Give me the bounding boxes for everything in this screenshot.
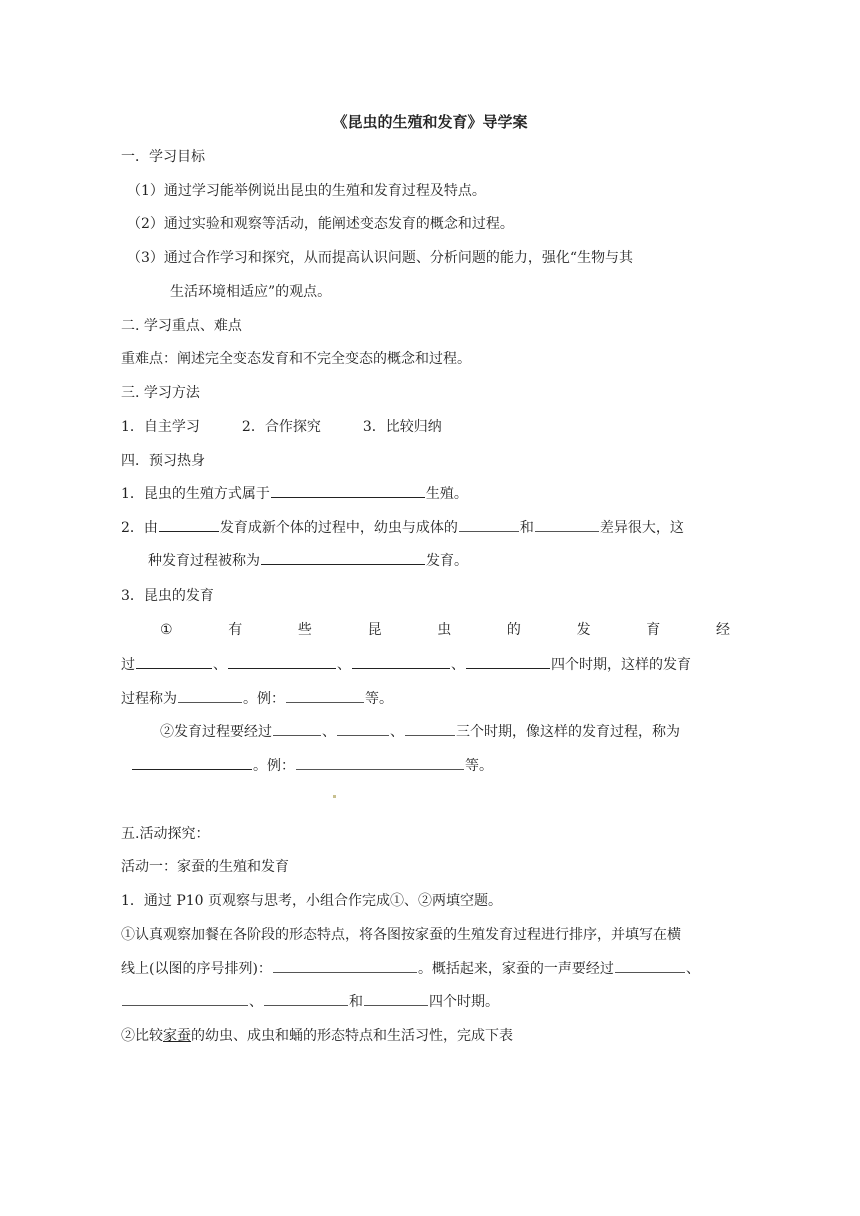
blank[interactable] bbox=[132, 768, 252, 770]
question-3: 3．昆虫的发育 bbox=[121, 588, 214, 604]
question-2: 2．由 发育成新个体的过程中，幼虫与成体的 和 差异很大，这 bbox=[121, 520, 684, 536]
section-5-heading: 五.活动探究： bbox=[121, 826, 210, 842]
blank[interactable] bbox=[615, 971, 685, 973]
blank[interactable] bbox=[228, 667, 336, 669]
activity-task-1: ①认真观察加餐在各阶段的形态特点，将各图按家蚕的生殖发育过程进行排序，并填写在横 bbox=[121, 927, 681, 943]
activity-task-1-stages: 、 和 四个时期。 bbox=[121, 992, 499, 1012]
blank[interactable] bbox=[261, 563, 425, 565]
goal-2: （2）通过实验和观察等活动，能阐述变态发育的概念和过程。 bbox=[127, 216, 514, 232]
section-2-heading: 二. 学习重点、难点 bbox=[121, 318, 242, 334]
blank[interactable] bbox=[364, 1004, 428, 1006]
question-3-stages: 过 、 、 、 四个时期，这样的发育 bbox=[121, 657, 691, 673]
key-points: 重难点：阐述完全变态发育和不完全变态的概念和过程。 bbox=[121, 351, 471, 367]
blank[interactable] bbox=[535, 530, 599, 532]
blank[interactable] bbox=[296, 768, 464, 770]
question-3-part-2-continued: 。例： 等。 bbox=[131, 756, 493, 776]
blank[interactable] bbox=[159, 530, 219, 532]
blank[interactable] bbox=[178, 701, 242, 703]
activity-task-1-continued: 线上(以图的序号排列)： 。概括起来，家蚕的一声要经过 、 bbox=[121, 961, 700, 977]
blank[interactable] bbox=[405, 734, 455, 736]
blank[interactable] bbox=[337, 734, 389, 736]
question-3-part-2: ②发育过程要经过 、 、 三个时期，像这样的发育过程，称为 bbox=[160, 724, 680, 740]
blank[interactable] bbox=[286, 701, 364, 703]
blank[interactable] bbox=[264, 1004, 348, 1006]
stray-mark bbox=[333, 795, 336, 798]
question-3-justified-line: ① 有 些 昆 虫 的 发 育 经 bbox=[160, 622, 730, 638]
blank[interactable] bbox=[273, 734, 321, 736]
blank[interactable] bbox=[352, 667, 450, 669]
blank[interactable] bbox=[466, 667, 550, 669]
activity-instruction: 1．通过 P10 页观察与思考，小组合作完成①、②两填空题。 bbox=[121, 893, 503, 909]
page-title: 《昆虫的生殖和发育》导学案 bbox=[332, 113, 528, 131]
blank[interactable] bbox=[122, 1004, 248, 1006]
methods: 1．自主学习 2．合作探究 3．比较归纳 bbox=[121, 419, 442, 435]
blank[interactable] bbox=[136, 667, 212, 669]
blank[interactable] bbox=[271, 496, 425, 498]
goal-3-continued: 生活环境相适应”的观点。 bbox=[170, 284, 332, 300]
blank[interactable] bbox=[273, 971, 417, 973]
goal-3: （3）通过合作学习和探究，从而提高认识问题、分析问题的能力，强化“生物与其 bbox=[127, 250, 634, 266]
section-4-heading: 四．预习热身 bbox=[121, 453, 205, 469]
section-1-heading: 一．学习目标 bbox=[121, 149, 205, 165]
question-3-process: 过程称为 。例： 等。 bbox=[121, 691, 393, 707]
activity-1-heading: 活动一：家蚕的生殖和发育 bbox=[121, 859, 289, 875]
activity-task-2: ②比较家蚕的幼虫、成虫和蛹的形态特点和生活习性，完成下表 bbox=[121, 1028, 513, 1044]
question-2-continued: 种发育过程被称为 发育。 bbox=[148, 553, 468, 569]
goal-1: （1）通过学习能举例说出昆虫的生殖和发育过程及特点。 bbox=[127, 183, 486, 199]
blank[interactable] bbox=[459, 530, 519, 532]
section-3-heading: 三. 学习方法 bbox=[121, 385, 200, 401]
question-1: 1．昆虫的生殖方式属于 生殖。 bbox=[121, 486, 468, 502]
